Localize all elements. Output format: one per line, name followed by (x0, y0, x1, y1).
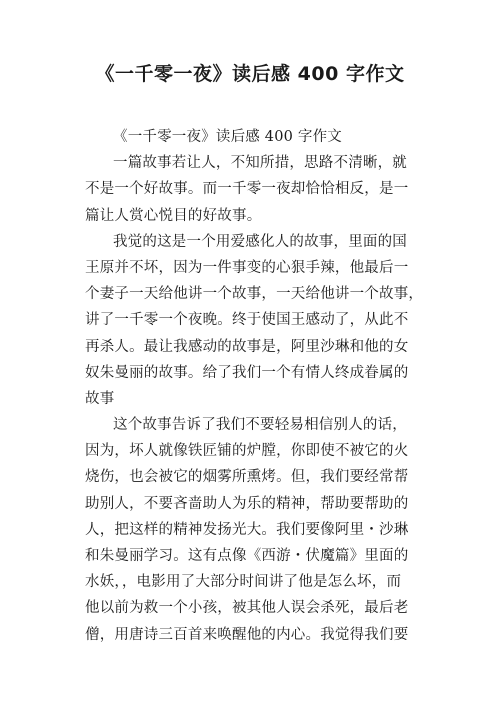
text-line: 一篇故事若让人，不知所措，思路不清晰，就 (113, 155, 407, 172)
text-line: 这个故事告诉了我们不要轻易相信别人的话， (113, 417, 407, 434)
text-line: 王原并不坏，因为一件事变的心狠手辣，他最后一 (85, 259, 409, 276)
text-line: 篇让人赏心悦目的好故事。 (85, 207, 262, 224)
text-line: 僧，用唐诗三百首来唤醒他的内心。我觉得我们要 (85, 626, 409, 643)
text-line: 故事 (85, 390, 115, 407)
document-title: 《一千零一夜》读后感 400 字作文 (95, 63, 405, 85)
text-line: 人，把这样的精神发扬光大。我们要像阿里・沙琳 (85, 521, 409, 538)
text-line: 讲了一千零一个夜晚。终于使国王感动了，从此不 (85, 312, 409, 329)
text-line: 他以前为救一个小孩，被其他人误会杀死，最后老 (85, 600, 409, 617)
text-line: 不是一个好故事。而一千零一夜却恰恰相反，是一 (85, 181, 409, 198)
document-body (85, 124, 430, 648)
text-line: 和朱曼丽学习。这有点像《西游・伏魔篇》里面的 (85, 548, 409, 564)
text-line: 奴朱曼丽的故事。给了我们一个有情人终成眷属的 (85, 364, 409, 381)
text-line: 水妖，，电影用了大部分时间讲了他是怎么坏，而 (85, 574, 402, 591)
text-line: 再杀人。最让我感动的故事是，阿里沙琳和他的女 (85, 338, 409, 355)
text-line: 我觉的这是一个用爱感化人的故事，里面的国 (113, 233, 407, 250)
text-line-subtitle: 《一千零一夜》读后感 400 字作文 (113, 129, 342, 145)
text-line: 烧伤，也会被它的烟雾所熏烤。但，我们要经常帮 (85, 469, 409, 486)
text-line: 个妻子一天给他讲一个故事，一天给他讲一个故事， (85, 286, 424, 303)
text-line: 因为，坏人就像铁匠铺的炉膛，你即使不被它的火 (85, 443, 409, 460)
text-line: 助别人，不要吝啬助人为乐的精神，帮助要帮助的 (85, 495, 409, 512)
